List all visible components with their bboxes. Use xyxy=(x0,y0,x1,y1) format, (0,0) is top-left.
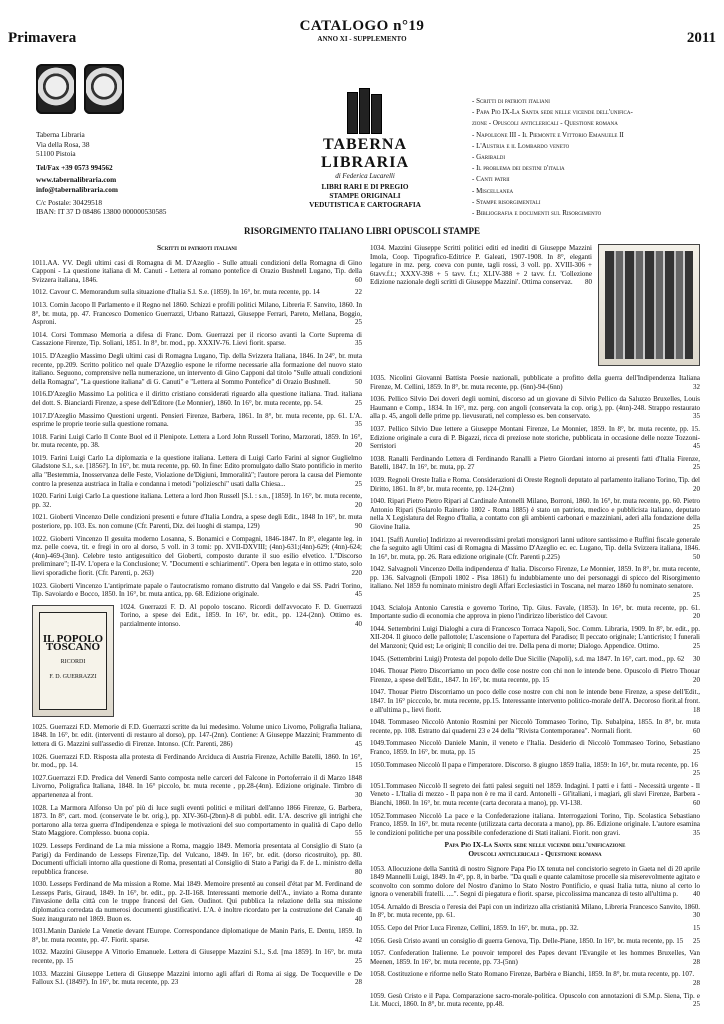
entry-price: 60 xyxy=(355,275,362,284)
entry-text: 1035. Nicolini Giovanni Battista Poesie nazionali, pubblicate a profitto della guerra dell'Indipendenza Italiana Firenze, M. Cellini, 1859. In 8°, br. muta recente, pp. (6nn)-94-(6nn) xyxy=(370,374,700,391)
entry-price: 25 xyxy=(693,463,700,472)
entry-price: 30 xyxy=(693,911,700,920)
catalog-entry xyxy=(32,301,362,327)
entry-price: 28 xyxy=(693,957,700,966)
entry-price: 80 xyxy=(355,867,362,876)
toc-item: - Napoleone III - Il Piemonte e Vittorio Emanuele II xyxy=(472,130,624,139)
catalog-entry xyxy=(370,476,700,493)
catalog-subtitle: ANNO XI - SUPPLEMENTO xyxy=(317,35,407,43)
entry-price: 20 xyxy=(693,612,700,621)
logo-tag-2: STAMPE ORIGINALI xyxy=(329,192,401,200)
entry-text: 1054. Arnaldo di Brescia o l'eresia dei Papi con un indirizzo alla cristianità Milano, Libreria Francesco Sanvito, 1860. In 8°, br. muta recente, pp. 61. xyxy=(370,902,700,920)
catalog-entry xyxy=(370,497,700,531)
toc-item: - Il problema dei destini d'italia xyxy=(472,164,565,173)
entry-text: 1031.Manin Daniele La Venetie devant l'Europe. Correspondance diplomatique de Manin Paris, E. Dentu, 1859. In 8°, br. muta recente, pp. 47. Fiorit. sparse. xyxy=(32,927,362,944)
catalog-entry xyxy=(370,625,700,651)
logo-tag-3: VEDUTISTICA E CARTOGRAFIA xyxy=(309,201,421,209)
entry-text: 1052.Tommaseo Niccolò La pace e la Confederazione italiana. Interrogazioni Torino, Tip. Scolastica Sebastiano Franco, 1859. In 16°, br. muta recente (utilizzata carta decorata a mano), pp. 86. Edizione originale. L'autore esamina le condizioni politiche per una possibile confederazione di Stati italiani. Fiorit. non gravi. xyxy=(370,811,700,837)
entry-text: 1037. Pellico Silvio Due lettere a Giuseppe Montani Firenze, Le Monnier, 1859. In 8°, br. muta recente, pp. 15. Edizione originale a cura di P. Bigazzi, ricca di preziose note storiche, pubblicata in occasione delle nozze Tozzoni-Serristori xyxy=(370,424,700,451)
catalog-entry xyxy=(370,865,700,899)
entry-text: 1017.D'Azeglio Massimo Questioni urgenti. Pensieri Firenze, Barbera, 1861. In 8°, br. muta recente, pp. 61. L'A. esprime le proprie teorie sulla questione romana. xyxy=(32,411,362,429)
entry-price: 28 xyxy=(355,978,362,987)
catalog-entry xyxy=(32,352,362,386)
entry-price: 35 xyxy=(355,339,362,348)
catalog-entry xyxy=(370,688,700,714)
cover-subtitle: RICORDI xyxy=(60,658,86,665)
logo-tag-1: LIBRI RARI E DI PREGIO xyxy=(321,183,409,191)
entry-text: 1025. Guerrazzi F.D. Memorie di F.D. Guerrazzi scritte da lui medesimo. Volume unico Livorno, Poligrafia Italiana, 1848. In 16°, br. edit. (interventi di restauro al dorso), pp. 147-(2nn). Contiene: A Giuseppe Mazzini; Frammento di lettera di G. Mazzini sull'assedio di Firenze. Intonso. (Cfr. Parenti, 286) xyxy=(32,722,362,748)
toc-item: - L'Austria e il Lombardo veneto xyxy=(472,141,570,150)
entry-price: 20 xyxy=(355,441,362,450)
contact-city: 51100 Pistoia xyxy=(36,149,76,159)
toc-item: - Scritti di patrioti italiani xyxy=(472,97,550,105)
entry-text: 1023. Gioberti Vincenzo L'antiprimate papale o l'autocratismo romano distrutto dal Vangelo e dai SS. Padri Torino, Tip. Savoiardo e Bocco, 1850. In 16°, br. muta antica, pp. 68. Edizione originale. xyxy=(32,581,362,599)
entry-text: 1056. Gesù Cristo avanti un consiglio di guerra Genova, Tip. Delle-Piane, 1850. In 16°, br. muta recente, pp. 15 xyxy=(370,936,684,945)
catalog-entry xyxy=(370,374,700,391)
entry-price: 18 xyxy=(693,705,700,714)
left-column xyxy=(32,244,362,991)
contact-iban: IBAN: IT 37 D 08486 13800 000000530585 xyxy=(36,207,167,217)
catalog-entry xyxy=(370,924,700,933)
entry-text: 1021. Gioberti Vincenzo Delle condizioni presenti e future d'Italia Londra, a spese degli Edit., 1848 In 16°, br. muta posteriore, pp. 103. Es. non comune (Cfr. Parenti, Diz. dei luoghi di stampa, 129) xyxy=(32,513,362,531)
entry-text: 1024. Guerrazzi F. D. Al popolo toscano. Ricordi dell'avvocato F. D. Guerrazzi Torino, a spese dei Edit., 1859. In 16°, br. edit., pp. 124-(2nn). Ottimo es. parzialmente intonso. xyxy=(120,602,362,628)
catalog-entry xyxy=(370,455,700,472)
entry-price: 45 xyxy=(693,442,700,451)
entry-price: 55 xyxy=(355,829,362,838)
entry-text: 1018. Farini Luigi Carlo Il Conte Buol ed il Plenipote. Lettera a Lord John Russell Torino, Marzorati, 1859. In 16°, br. muta recente, pp. 38. xyxy=(32,432,362,450)
toc-item: zione - Opuscoli anticlericali - Questione romana xyxy=(472,119,618,128)
entry-text: 1057. Confederation Italienne. Le pouvoir temporel des Papes devant l'Evangile et les hommes Bruxelles, Van Meenen, 1859. In 16°, br. muta recente, pp. 73-(5nn) xyxy=(370,949,700,966)
entry-price: 42 xyxy=(355,935,362,944)
entry-price: 90 xyxy=(355,522,362,531)
entry-price: 22 xyxy=(355,288,362,297)
catalog-entry xyxy=(32,927,362,944)
catalog-entry xyxy=(370,970,700,987)
entry-price: 25 xyxy=(693,591,700,600)
catalog-entry xyxy=(32,433,362,450)
entry-text: 1041. [Saffi Aurelio] Indirizzo ai reverendissimi prelati monsignori lanni uditore santissimo e Ruffini fiscale generale che fa seguito agli Ultimi casi di Romagna di Massimo D'Azeglio ec. ec. Lugano, Tip. della Svizzera italiana, 1846. In 16°, br. muta, pp. 26. Rara edizione originale (Cfr. Parenti p.225) xyxy=(370,535,700,561)
catalog-entry xyxy=(32,390,362,407)
entry-text: 1032. Mazzini Giuseppe A Vittorio Emanuele. Lettera di Giuseppe Mazzini S.l., S.d. [ma 1859]. In 16°, br. muta recente, pp. 15 xyxy=(32,948,362,966)
entry-text: 1028. La Marmora Alfonso Un po' più di luce sugli eventi politici e militari dell'anno 1866 Firenze, G. Barbera, 1873. In 8°, cart. mod. (conservate le br. orig.), pp. XIV-360-(2bnn)-8 di pubbl. edit. L'A. descrive gli intrighi che portarono alla terza guerra d'Indipendenza e spiega le motivazioni del suo comportamento in qualità di Capo dello Stato Maggiore. Complesso. buona copia. xyxy=(32,803,362,838)
entry-text: 1059. Gesù Cristo e il Papa. Comparazione sacro-morale-politica. Opuscolo con annotazioni di S.M.p. Siena, Tip. e Lit. Mucci, 1860. In 8°, br. muta recente, pp.48. xyxy=(370,991,700,1009)
catalog-entry xyxy=(370,937,700,946)
entry-price: 30 xyxy=(355,790,362,799)
entry-text: 1029. Lesseps Ferdinand de La mia missione a Roma, maggio 1849. Memoria presentata al Consiglio di Stato (a Parigi) da Ferdinando de Lesseps Firenze,Tip. del Vulcano, 1849. In 16°, br. edit. (dorso ricostruito), pp. 80. Documenti ufficiali intorno alla questione di Roma, presentati al Consiglio di Stato a Parigi da F. de L. ministro della repubblica francese. xyxy=(32,841,362,876)
entry-text: 1015. D'Azeglio Massimo Degli ultimi casi di Romagna Lugano, Tip. della Svizzera Italiana, 1846. In 24°, br. muta recente, pp.209. Scritto politico nel quale D'Azeglio espone le riforme necessarie alla formazione del nuovo stato italiano. Seguono, comprensive nella numerazione, un intervento di Gino Capponi dal titolo "Sulle attuali condizioni della Romagna", "La questione italiana" di G. Canuti" e "Lettera al Sommo Pontefice" di Orazio Bushnell. xyxy=(32,351,362,386)
entry-price: 30 xyxy=(693,654,700,663)
entry-text: 1014. Corsi Tommaso Memoria a difesa di Franc. Dom. Guerrazzi per il ricorso avanti la Corte Suprema di Cassazione Firenze, Tip. Soliani, 1851. In 8°, br. mod., pp. XXXIV-76. Lievi fiorit. sparse. xyxy=(32,330,362,348)
entry-text: 1051.Tommaseo Niccolò Il segreto dei fatti palesi seguiti nel 1859. Indagini. I patti e i fatti - Necessità urgente - Il Veneto - L'Italia di mezzo - Il papa non è re ma il card. Antonelli - Gl'italiani, i magiari, gli slavi Firenze, Barbera - Bianchi, 1860. In 16°, br. muta recente (carta decorata a mano), pp. VI-138. xyxy=(370,781,700,807)
books-icon xyxy=(345,90,385,134)
entry-text: 1040. Ripari Pietro Pietro Ripari al Cardinale Antonelli Milano, Borroni, 1860. In 16°, br. muta recente, pp. 60. Pietro Antonio Ripari (Solarolo Rainerio 1802 - Roma 1885) è stato un patriota, medico e pubblicista italiano, deputato nella X Legislatura del Regno d'Italia, a contatto con gli ambienti carbonari e mazziniani, aderì alla fondazione della Giovine Italia. xyxy=(370,497,700,531)
entry-price: 60 xyxy=(693,726,700,735)
toc-item: - Miscellanea xyxy=(472,186,514,195)
entry-price: 25 xyxy=(355,479,362,488)
toc-item: - Stampe risorgimentali xyxy=(472,197,541,206)
table-of-contents xyxy=(472,96,717,219)
entry-price: 45 xyxy=(355,739,362,748)
catalog-entry xyxy=(32,454,362,488)
entry-text: 1050.Tommaseo Niccolò Il papa e l'imperatore. Discorso. 8 giugno 1859 Italia, 1859: In 16°, br. muta recente, pp. 16 xyxy=(370,760,698,769)
entry-text: 1022. Gioberti Vincenzo Il gesuita moderno Losanna, S. Bonamici e Compagni, 1846-1847. In 8°, elegante leg. in mz. pelle coeva, tit. e fregi in oro al dorso, 5 voll. in 3 tomi: pp. XVII-DXVIII; (4nn)-631;(4nn)-629; (4nn)-624;(4nn)-469-(3nn). Celebre testo antigesuitico del Gioberti, composto durante il suo esilio elvetico. I."Discorso preliminare"; II-IV. L'opera e la Conclusione; V. "Documenti e schiarimenti". Opera ben legata e in ottimo stato, solo lievi sporadiche fiorit. (Cfr. Parenti, p. 263) xyxy=(32,534,362,577)
catalog-entry xyxy=(32,513,362,530)
catalog-entry xyxy=(370,992,700,1009)
main-title: RISORGIMENTO ITALIANO LIBRI OPUSCOLI STAMPE xyxy=(243,226,481,236)
section-heading-2: Papa Pio IX-La Santa sede nelle vicende dell'unificazione xyxy=(444,840,626,850)
cover-author: F. D. GUERRAZZI xyxy=(49,673,97,680)
entry-text: 1013. Comin Jacopo Il Parlamento e il Regno nel 1860. Schizzi e profili politici Milano, Libreria F. Sanvito, 1860. In 8°, br. muta, pp. 47. Francesco Domenico Guerrazzi, Urbano Rattazzi, Giuseppe Ferrari, Pareto, Mellana, Boggio, Asproni. xyxy=(32,300,362,327)
catalog-entry xyxy=(32,804,362,838)
catalog-entry xyxy=(32,842,362,876)
entry-price: 40 xyxy=(355,619,362,628)
contact-street: Via della Rosa, 38 xyxy=(36,139,90,149)
entry-text: 1049.Tommaseo Niccolò Daniele Manin, il veneto e l'Italia. Desiderio di Niccolò Tommaseo Torino, Sebastiano Franco, 1859. In 16°, br. muta, pp. 15 xyxy=(370,739,700,756)
contact-web[interactable]: www.tabernalibraria.com xyxy=(36,175,117,185)
entry-text: 1055. Cepo del Prior Luca Firenze, Cellini, 1859. In 16°, br. muta., pp. 32. xyxy=(370,924,579,933)
contact-name: Taberna Libraria xyxy=(36,130,85,139)
entry-text: 1038. Ranalli Ferdinando Lettera di Ferdinando Ranalli a Pietro Giordani intorno ai presenti fatti d'Italia Firenze, Batelli, 1847. In 16°, br. muta, pp. 27 xyxy=(370,454,700,472)
entry-price: 20 xyxy=(693,675,700,684)
entry-price: 35 xyxy=(693,412,700,421)
catalog-entry xyxy=(32,582,362,599)
entry-price: 35 xyxy=(355,420,362,429)
cover-title: IL POPOLO TOSCANO xyxy=(42,632,104,654)
entry-text: 1039. Regnoli Oreste Italia e Roma. Considerazioni di Oreste Regnoli deputato al parlamento italiano Torino, Tip. del Diritto, 1861. In 8°, br. muta recente, pp. 124-(2nn) xyxy=(370,475,700,493)
entry-price: 32 xyxy=(693,382,700,391)
catalog-entry xyxy=(370,425,700,451)
toc-item: - Papa Pio IX-La Santa sede nelle vicende dell'unifica- xyxy=(472,108,633,117)
entry-price: 25 xyxy=(693,769,700,778)
entry-price: 15 xyxy=(355,761,362,770)
catalog-heading xyxy=(0,18,724,43)
catalog-entry xyxy=(32,753,362,770)
entry-price: 20 xyxy=(355,500,362,509)
entry-text: 1048. Tommaseo Niccolò Antonio Rosmini per Niccolò Tommaseo Torino, Tip. Subalpina, 1855. In 8°, br. muta recente, pp. 108. Estratto dai quaderni 23 e 24 della "Rivista Contemporanea". Normali fiorit. xyxy=(370,718,700,735)
entry-text: 1045. (Settembrini Luigi) Protesta del popolo delle Due Sicilie (Napoli), s.d. ma 1847. In 16°, cart. mod., pp. 62 xyxy=(370,654,685,663)
catalog-entry xyxy=(32,492,362,509)
seal-left-image xyxy=(36,64,76,114)
entry-price: 45 xyxy=(355,590,362,599)
catalog-entry xyxy=(370,761,700,778)
entry-price: 25 xyxy=(355,318,362,327)
entry-text: 1043. Scialoja Antonio Carestia e governo Torino, Tip. Gius. Favale, (1853). In 16°, br. muta recente, pp. 61. Importante sudio di economia che approva in pieno l'indirizzo liberistico del Cavour. xyxy=(370,603,700,621)
entry-price: 25 xyxy=(693,747,700,756)
entry-text: 1042. Salvagnoli Vincenzo Della indipendenza d' Italia. Discorso Firenze, Le Monnier, 1859. In 8°, br. muta recente, pp. 136. Salvagnoli (Empoli 1802 - Pisa 1861) fu indubbiamente uno dei personaggi di spicco del Risorgimento italiano. Nel 1859 fu nominato ministro degli Affari Ecclesiastici in Toscana, nel marzo 1860 fu nominato senatore. xyxy=(370,565,700,591)
entry-price: 25 xyxy=(693,1000,700,1009)
entry-text: 1027.Guerrazzi F.D. Predica del Venerdì Santo composta nelle carceri del Falcone in Portoferraio il di Marzo 1848 Livorno, Poligrafica Italiana, 1848. In 16° piccolo, br. muta recente , pp.28-(4nn). Edizione originale. Timbro di appartenenza al front. xyxy=(32,773,362,799)
catalog-entry xyxy=(370,604,700,621)
entry-text: 1026. Guerrazzi F.D. Risposta alla protesta di Ferdinando Arciduca di Austria Firenze, Achille Batelli, 1860. In 16°, br. mod., pp. 14. xyxy=(32,752,362,770)
catalog-year: 2011 xyxy=(686,30,716,46)
entry-price: 15 xyxy=(693,924,700,933)
catalog-entry xyxy=(370,536,700,562)
entry-price: 220 xyxy=(351,569,362,577)
entry-text: 1058. Costituzione e riforme nello Stato Romano Firenze, Barbèra e Bianchi, 1859. In 8°, br. muta recente, pp. 107. xyxy=(370,970,695,979)
entry-price: 25 xyxy=(355,957,362,966)
toc-item: - Canti patrii xyxy=(472,175,510,184)
catalog-entry xyxy=(370,739,700,756)
catalog-entry xyxy=(370,395,700,421)
contact-email[interactable]: info@tabernalibraria.com xyxy=(36,184,118,194)
entry-price: 25 xyxy=(355,398,362,407)
entry-price: 50 xyxy=(355,377,362,386)
entry-text: 1020. Farini Luigi Carlo La questione italiana. Lettera a lord Jhon Russell [S.l. : s.n., [1859]. In 16°, br. muta recente, pp. 32. xyxy=(32,492,362,509)
catalog-title: CATALOGO n°19 xyxy=(299,18,425,34)
entry-text: 1016.D'Azeglio Massimo La politica e il diritto cristiano considerati riguardo alla questione italiana. Trad. italiana del dott. S. Bianciardi Firenze, a spese dell'Editore (Le Monnier), 1860. In 16°, br. muta recente, pp. 54. xyxy=(32,390,362,407)
entry-text: 1034. Mazzini Giuseppe Scritti politici editi ed inediti di Giuseppe Mazzini Imola, Coop. Tipografico-Editrice P. Galeati, 1907-1908. In 8°, eleganti legature in mz. perg. coeva con punte, tagli rossi, 3 voll. pp. XVIII-306 + 6tavv.f.t.; XXXV-398 + 5 tavv. f.t.; XLIV-388 + 2 tavv. f.t. 'Collezione Edizione nazionale degli scritti di Giuseppe Mazzini'. Ottima conservaz. xyxy=(370,244,592,287)
right-column xyxy=(370,244,700,1013)
catalog-entry xyxy=(32,774,362,800)
entry-text: 1019. Farini Luigi Carlo La diplomazia e la questione italiana. Lettera di Luigi Carlo Farini al signor Guglielmo Gladstone S.l., s.e. [1856?]. In 16°, br. muta recente, pp. 60. In fine: Edito promulgato dallo Stato pontificio in merito alla "Bestemmia, Inosservanza delle Feste, Violazione de'Digiuni, Immoralità"; l'autore perora la causa del Piemonte contro la presenza austriaca in Italia e condanna i metodi "polizieschi" usati dalla Chiesa... xyxy=(32,453,362,488)
catalog-entry xyxy=(370,949,700,966)
catalog-entry xyxy=(370,782,700,808)
catalog-entry xyxy=(370,565,700,599)
entry-price: 25 xyxy=(693,522,700,531)
entry-price: 60 xyxy=(693,798,700,807)
logo-name: TABERNA LIBRARIA xyxy=(320,136,409,171)
season-label: Primavera xyxy=(8,30,77,46)
logo-owner: di Federica Lucarelli xyxy=(335,172,395,180)
catalog-entry xyxy=(370,812,700,838)
books-photo-image xyxy=(598,244,700,366)
seal-right-image xyxy=(84,64,124,114)
entry-price: 28 xyxy=(693,979,700,988)
catalog-entry xyxy=(32,288,362,297)
entry-text: 1033. Mazzini Giuseppe Lettera di Giuseppe Mazzini intorno agli affari di Roma ai sigg. De Tocqueville e De Falloux S.l. (1849?). In 16°, br. muta recente, pp. 23 xyxy=(32,969,362,987)
entry-text: 1012. Cavour C. Memorandum sulla situazione d'Italia S.l. S.e. (1859). In 16°, br. muta recente, pp. 14 xyxy=(32,288,320,297)
catalog-entry xyxy=(370,718,700,735)
catalog-entry xyxy=(32,948,362,965)
entry-text: 1030. Lesseps Ferdinand de Ma mission a Rome. Mai 1849. Memoire presenté au conseil d'état par M. Ferdinand de Lesseps Paris, Giraud, 1849. In 16°, br. edit., pp. 2-II-168. Interessanti memorie dell'A., inviato a Roma durante l'invasione della città con le truppe francesi del Gen. Oudinot. Qui pubblica la relazione della sua missione diplomatica corredata da numerosi documenti giustificativi. L'A. è inoltre ricordato per la costruzione del Canale di Suez inaugurato nel 1869. Buon es. xyxy=(32,880,362,923)
entry-text: 1044. Settembrini Luigi Dialoghi a cura di Francesco Torraca Napoli, Soc. Comm. Libraria, 1909. In 8°, br. edit., pp. XII-204. Il giuoco delle pallottole; L'ascensione o l'apertura del Paradiso; Il peccato originale; L'anticristo; I funerali del Manzoni; Quid est; Le origini; Il concilio dei tre. Della pena di morte; Dialogo. Appendice. Ottimo. xyxy=(370,624,700,651)
catalog-entry xyxy=(32,259,362,285)
contact-tel: Tel/Fax +39 0573 994562 xyxy=(36,162,113,172)
section-heading: Scritti di patrioti italiani xyxy=(157,243,237,252)
entry-price: 80 xyxy=(585,278,592,287)
entry-price: 20 xyxy=(693,484,700,493)
entry-text: 1046. Thouar Pietro Discorriamo un poco delle cose nostre con chi non le intende bene. Opuscolo di Pietro Thouar Firenze, a spese dell'Edit., 1847. In 16°, br. muta recente, pp. 15 xyxy=(370,667,700,684)
entry-price: 40 xyxy=(355,914,362,923)
entry-price: 40 xyxy=(693,890,700,899)
catalog-entry xyxy=(370,903,700,920)
entry-price: 50 xyxy=(693,552,700,561)
contact-postal: C/c Postale: 30429518 xyxy=(36,197,103,207)
entry-text: 1047. Thouar Pietro Discorriamo un poco delle cose nostre con chi non le intende bene Firenze, a spese dell'Edit., 1847. In 16° picccolo, br. muta recente, pp.15. Interessante intervento politico-morale dell'A. Decoroso fiorit.al front. e all'ultima p., lievi fiorit. xyxy=(370,688,700,714)
toc-item: - Garibaldi xyxy=(472,153,506,162)
toc-item: - Bibliografia e documenti sul Risorgimento xyxy=(472,209,602,218)
entry-price: 25 xyxy=(693,642,700,651)
catalog-entry xyxy=(32,535,362,578)
entry-price: 25 xyxy=(693,936,700,945)
entry-text: 1036. Pellico Silvio Dei doveri degli uomini, discorso ad un giovane di Silvio Pellico da Saluzzo Bruxelles, Louis Haumann e Comp., 1834. In 16°, mz. perg. con angoli (conservata la cop. orig.), pp. (4nn)-248. Strappo restaurato alla p. 45, angoli delle prime pp. lievusurati, nel complesso es. ben conservato. xyxy=(370,395,700,421)
entry-price: 35 xyxy=(693,828,700,837)
catalog-entry xyxy=(370,667,700,684)
catalog-entry xyxy=(32,970,362,987)
entry-text: 1053. Allocuzione della Santità di nostro Signore Papa Pio IX tenuta nel concistorio segreto in Gaeta nel di 20 aprile 1849 Mannelli Luigi, 1849. In 4°, pp. 8, in barbe. "Da quali e quante calamitose procelle sia miserevolmente agitato e sconvolto con sommo dolore del Nostro d'animo lo Stato Nostro Pontificio, e quasi Italia tutta, niuno al certo lo ignora o venerabili fratelli. ....". Segni di piegatura e fiorit. sparse, piccolissima mancanza di testo all'ultima p. xyxy=(370,864,700,899)
catalog-entry xyxy=(370,655,700,664)
catalog-entry xyxy=(32,880,362,923)
catalog-entry xyxy=(32,412,362,429)
book-cover-image xyxy=(32,605,114,717)
section-heading-2b: Opuscoli anticlericali - Questione romana xyxy=(468,848,602,858)
shop-logo xyxy=(285,90,445,210)
entry-text: 1011.AA. VV. Degli ultimi casi di Romagna di M. D'Azeglio - Sulle attuali condizioni della Romagna di Gino Capponi - La questione italiana di M. Canuti - Lettera al romano pontefice di Orazio Bushnell Lugano, Tip. della Svizzera italiana, 1846. xyxy=(32,258,362,284)
catalog-entry xyxy=(32,331,362,348)
catalog-entry xyxy=(32,723,362,749)
contact-block xyxy=(36,130,166,217)
